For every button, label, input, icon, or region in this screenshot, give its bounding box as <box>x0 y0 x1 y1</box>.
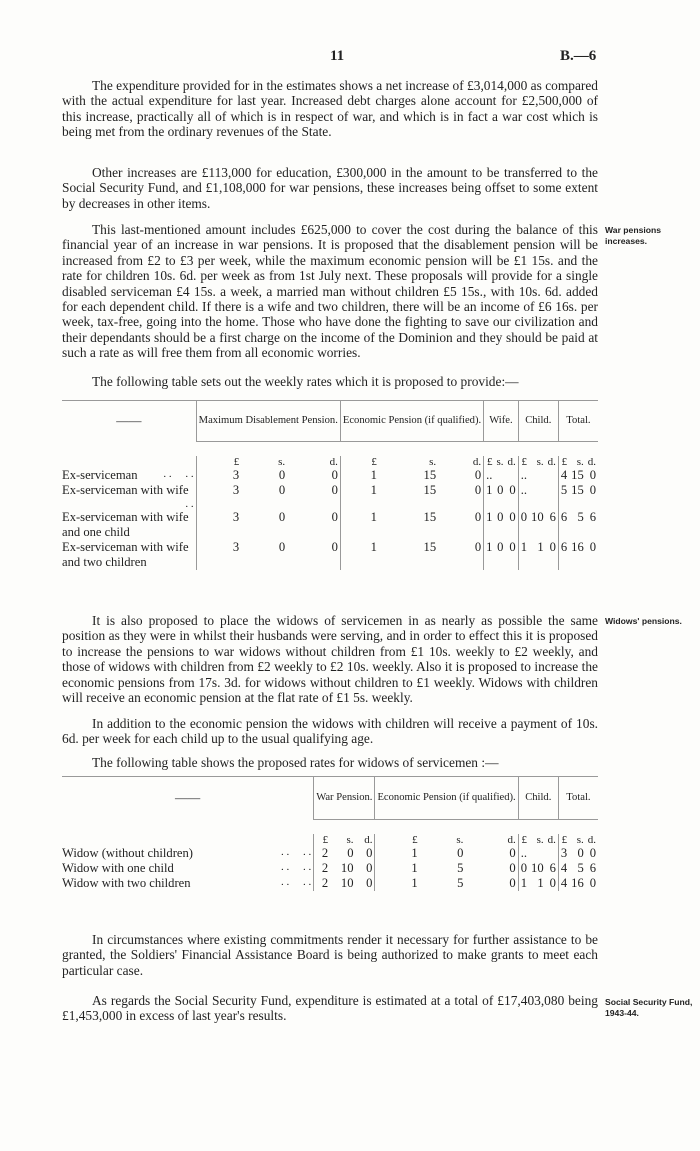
table-cell: 1 <box>375 876 420 891</box>
table-header-row <box>62 401 598 442</box>
currency-unit-label: d. <box>587 455 596 468</box>
table-cell: 0 <box>549 875 556 890</box>
leader-dots: . . . . <box>163 467 194 480</box>
currency-unit-label: £ <box>314 834 330 846</box>
table-cell: 0 <box>589 875 596 890</box>
table-cell <box>529 846 546 861</box>
currency-unit-label: £ <box>375 834 420 846</box>
table-cell: 0 <box>518 861 529 876</box>
table-cell: 15 <box>571 482 584 497</box>
table-cell: 0 <box>331 482 338 497</box>
table-spacer-row <box>62 819 598 834</box>
table-cell: 0 <box>589 482 596 497</box>
currency-unit-label: s. <box>456 833 464 846</box>
table-cell: 1 <box>375 846 420 861</box>
table-units-row <box>62 456 598 468</box>
table-cell: 15 <box>571 467 584 482</box>
table-cell: 4 <box>558 876 569 891</box>
servicemen-rates-table <box>62 400 598 570</box>
paragraph-social-security: As regards the Social Security Fund, expenditure is estimated at a total of £17,403,080 being £1,453,000 in excess of last year's results. <box>62 993 598 1024</box>
table-cell <box>529 468 546 483</box>
table-cell: 3 <box>196 468 241 483</box>
table-cell: 6 <box>589 860 596 875</box>
table-cell: 15 <box>423 467 437 482</box>
table-cell: 0 <box>509 845 516 860</box>
currency-unit-label: d. <box>507 833 516 846</box>
sidenote-widows: Widows' pensions. <box>605 616 682 626</box>
table-cell: 0 <box>366 875 373 890</box>
table-header-blank: —— <box>116 413 142 428</box>
table-cell: 0 <box>474 509 482 524</box>
table-cell: 0 <box>509 482 516 497</box>
table-row <box>62 876 598 891</box>
table-column-header: War Pension. <box>314 777 375 820</box>
currency-unit-label: s. <box>346 833 354 846</box>
table-cell: 0 <box>497 482 504 497</box>
row-label <box>62 540 196 570</box>
table-cell: 1 <box>484 540 495 570</box>
table-column-header: Maximum Disablement Pension. <box>196 401 340 442</box>
widows-rates-table <box>62 776 598 891</box>
currency-unit-label: d. <box>547 455 556 468</box>
currency-unit-label: d. <box>329 455 338 468</box>
table-cell: 10 <box>531 860 544 875</box>
table-cell: .. <box>484 468 495 483</box>
table-row <box>62 861 598 876</box>
table-cell: 4 <box>558 468 569 483</box>
table-cell: 2 <box>314 846 330 861</box>
table-cell: 3 <box>196 510 241 540</box>
sidenote-social-security: Social Security Fund, 1943-44. <box>605 997 693 1018</box>
document-reference: B.—6 <box>560 48 597 64</box>
table-cell: 6 <box>558 510 569 540</box>
table-spacer-row <box>62 441 598 456</box>
currency-unit-label: d. <box>507 455 516 468</box>
table-cell <box>494 468 505 483</box>
table-cell: 0 <box>577 845 584 860</box>
paragraph-table2-intro: The following table shows the proposed rates for widows of servicemen :— <box>92 755 499 770</box>
currency-unit-label: d. <box>547 833 556 846</box>
table-cell: 0 <box>457 845 464 860</box>
currency-unit-label: £ <box>340 456 379 468</box>
row-label-text: Widow with one child <box>62 860 174 875</box>
currency-unit-label: £ <box>518 456 529 468</box>
table-cell: 0 <box>366 845 373 860</box>
table-cell <box>505 468 518 483</box>
table-cell: 1 <box>537 539 544 554</box>
page-number: 11 <box>330 48 345 64</box>
currency-unit-label: £ <box>518 834 529 846</box>
table-cell: 1 <box>375 861 420 876</box>
row-label <box>62 510 196 540</box>
table-cell <box>529 483 546 510</box>
table-cell: 0 <box>509 539 516 554</box>
table-cell: 16 <box>571 875 584 890</box>
currency-unit-label: s. <box>536 455 544 468</box>
table-cell: 0 <box>331 467 338 482</box>
table-cell: 0 <box>278 539 286 554</box>
leader-dots: . . . . <box>280 860 312 873</box>
currency-unit-label: £ <box>558 834 569 846</box>
row-label-text: Ex-serviceman with wife and one child <box>62 509 189 539</box>
row-label <box>62 483 196 510</box>
table-row <box>62 540 598 570</box>
table-cell: 15 <box>423 509 437 524</box>
table-cell: 0 <box>331 509 338 524</box>
paragraph-assistance-board: In circumstances where existing commitments render it necessary for further assistance to be granted, the Soldiers' Financial Assistance Board is being authorized to make grants to meet each particular case. <box>62 932 598 978</box>
table-cell: 5 <box>457 860 464 875</box>
table-cell <box>546 483 559 510</box>
table-cell: 6 <box>558 540 569 570</box>
row-label-text: Ex-serviceman <box>62 467 138 482</box>
paragraph-child-payment: In addition to the economic pension the widows with children will receive a payment of 10s. 6d. per week for each child up to the usual qualifying age. <box>62 716 598 747</box>
table-column-header: Total. <box>558 401 598 442</box>
table-cell: .. <box>518 846 529 861</box>
table-cell: 0 <box>366 860 373 875</box>
row-label-text: Ex-serviceman with wife <box>62 482 189 497</box>
table-cell: 5 <box>457 875 464 890</box>
table-cell: 1 <box>518 876 529 891</box>
row-label-text: Widow (without children) <box>62 845 193 860</box>
table-cell: 10 <box>531 509 544 524</box>
table-units-blank <box>62 456 196 468</box>
row-label <box>62 861 314 876</box>
table-cell: 0 <box>509 875 516 890</box>
table-cell: 0 <box>589 467 596 482</box>
table-row <box>62 483 598 510</box>
table-header-row <box>62 777 598 820</box>
table-cell: 6 <box>589 509 596 524</box>
table-cell: 0 <box>474 482 482 497</box>
table-cell: 0 <box>497 509 504 524</box>
leader-dots: . . <box>185 497 194 510</box>
table-cell: 0 <box>331 539 338 554</box>
currency-unit-label: £ <box>484 456 495 468</box>
table-header-blank: —— <box>175 790 201 805</box>
table-row <box>62 468 598 483</box>
table-cell: 3 <box>196 483 241 510</box>
leader-dots: . . . . <box>280 845 312 858</box>
table-column-header: Total. <box>558 777 598 820</box>
table-cell: 4 <box>558 861 569 876</box>
table-column-header: Economic Pension (if qualified). <box>375 777 518 820</box>
table-cell: 0 <box>278 467 286 482</box>
currency-unit-label: s. <box>576 455 584 468</box>
currency-unit-label: s. <box>278 455 286 468</box>
row-label <box>62 468 196 483</box>
table-cell: .. <box>518 468 529 483</box>
paragraph-other-increases: Other increases are £113,000 for education, £300,000 in the amount to be transferred to the Social Security Fund, and £1,108,000 for war pensions, these increases being offset to some extent by decreases in other items. <box>62 165 598 211</box>
table-row <box>62 510 598 540</box>
table-cell: 6 <box>549 509 556 524</box>
table-column-header: Wife. <box>484 401 519 442</box>
table-cell: 0 <box>347 845 354 860</box>
table-cell: 15 <box>423 482 437 497</box>
table-cell: 2 <box>314 876 330 891</box>
currency-unit-label: s. <box>536 833 544 846</box>
table-cell: 5 <box>577 860 584 875</box>
table-cell: 1 <box>484 510 495 540</box>
table-units-blank <box>62 834 314 846</box>
table-cell: 0 <box>474 539 482 554</box>
table-cell: 0 <box>589 539 596 554</box>
row-label-text: Widow with two children <box>62 875 191 890</box>
paragraph-widows-pensions: It is also proposed to place the widows of servicemen in as nearly as possible the same position as they were in whilst their husbands were serving, and in order to effect this it is proposed to increase the pensions to war widows without children from £1 10s. weekly to £2 weekly, and those of widows with children from £2 weekly to £2 10s. weekly. Also it is proposed to increase the economic pensions from 17s. 3d. for widows without children to £1 weekly. Widows with children will receive an economic pension at the flat rate of £1 5s. weekly. <box>62 613 598 706</box>
table-cell: .. <box>518 483 529 510</box>
table-cell: 16 <box>571 539 584 554</box>
currency-unit-label: £ <box>558 456 569 468</box>
table-cell: 10 <box>340 875 354 890</box>
currency-unit-label: s. <box>576 833 584 846</box>
table-cell: 2 <box>314 861 330 876</box>
table-cell: 1 <box>484 483 495 510</box>
table-cell: 0 <box>549 539 556 554</box>
currency-unit-label: d. <box>364 833 373 846</box>
table-cell: 0 <box>497 539 504 554</box>
table-cell: 1 <box>340 510 379 540</box>
table-cell: 0 <box>474 467 482 482</box>
table-cell: 0 <box>509 509 516 524</box>
paragraph-war-pensions: This last-mentioned amount includes £625,000 to cover the cost during the balance of this financial year of an increase in war pensions. It is proposed that the disablement pension will be increased from £2 to £3 per week, while the maximum economic pension will be £1 15s. and the rate for children 10s. 6d. per week as from 1st July next. These proposals will provide for a single disabled serviceman £4 15s. a week, a married man without children £5 15s., with 10s. 6d. added for each dependent child. If there is a wife and two children, there will be an income of £6 16s. per week, tax-free, going into the home. Those who have done the fighting to save our civilization and their dependants should be a first charge on the income of the Dominion and they should be paid at such a rate as will free them from all economic worries. <box>62 222 598 361</box>
table-cell <box>546 846 559 861</box>
table-cell: 5 <box>577 509 584 524</box>
table-cell: 1 <box>340 483 379 510</box>
table-cell <box>546 468 559 483</box>
currency-unit-label: £ <box>196 456 241 468</box>
paragraph-table1-intro: The following table sets out the weekly rates which it is proposed to provide:— <box>92 374 519 389</box>
table-cell: 0 <box>278 509 286 524</box>
currency-unit-label: s. <box>429 455 437 468</box>
sidenote-war-pensions: War pensions increases. <box>605 225 662 246</box>
row-label <box>62 846 314 861</box>
table-units-row <box>62 834 598 846</box>
paragraph-net-increase: The expenditure provided for in the estimates shows a net increase of £3,014,000 as compared with the actual expenditure for last year. Increased debt charges alone account for £2,500,000 of this increase, practically all of which is in respect of war, and which is in fact a war cost which is being met from the ordinary revenues of the State. <box>62 78 598 140</box>
table-cell: 0 <box>589 845 596 860</box>
table-column-header: Economic Pension (if qualified). <box>340 401 483 442</box>
table-cell: 0 <box>509 860 516 875</box>
table-row <box>62 846 598 861</box>
table-cell: 0 <box>278 482 286 497</box>
table-cell: 3 <box>558 846 569 861</box>
table-cell: 15 <box>423 539 437 554</box>
table-cell: 3 <box>196 540 241 570</box>
table-cell: 0 <box>518 510 529 540</box>
table-column-header: Child. <box>518 777 558 820</box>
row-label-text: Ex-serviceman with wife and two children <box>62 539 189 569</box>
table-cell: 6 <box>549 860 556 875</box>
currency-unit-label: d. <box>587 833 596 846</box>
leader-dots: . . . . <box>280 875 312 888</box>
row-label <box>62 876 314 891</box>
currency-unit-label: s. <box>496 455 504 468</box>
table-cell: 10 <box>340 860 354 875</box>
currency-unit-label: d. <box>472 455 482 468</box>
table-cell: 1 <box>340 540 379 570</box>
table-cell: 1 <box>537 875 544 890</box>
table-cell: 5 <box>558 483 569 510</box>
table-cell: 1 <box>340 468 379 483</box>
table-cell: 1 <box>518 540 529 570</box>
table-column-header: Child. <box>518 401 558 442</box>
